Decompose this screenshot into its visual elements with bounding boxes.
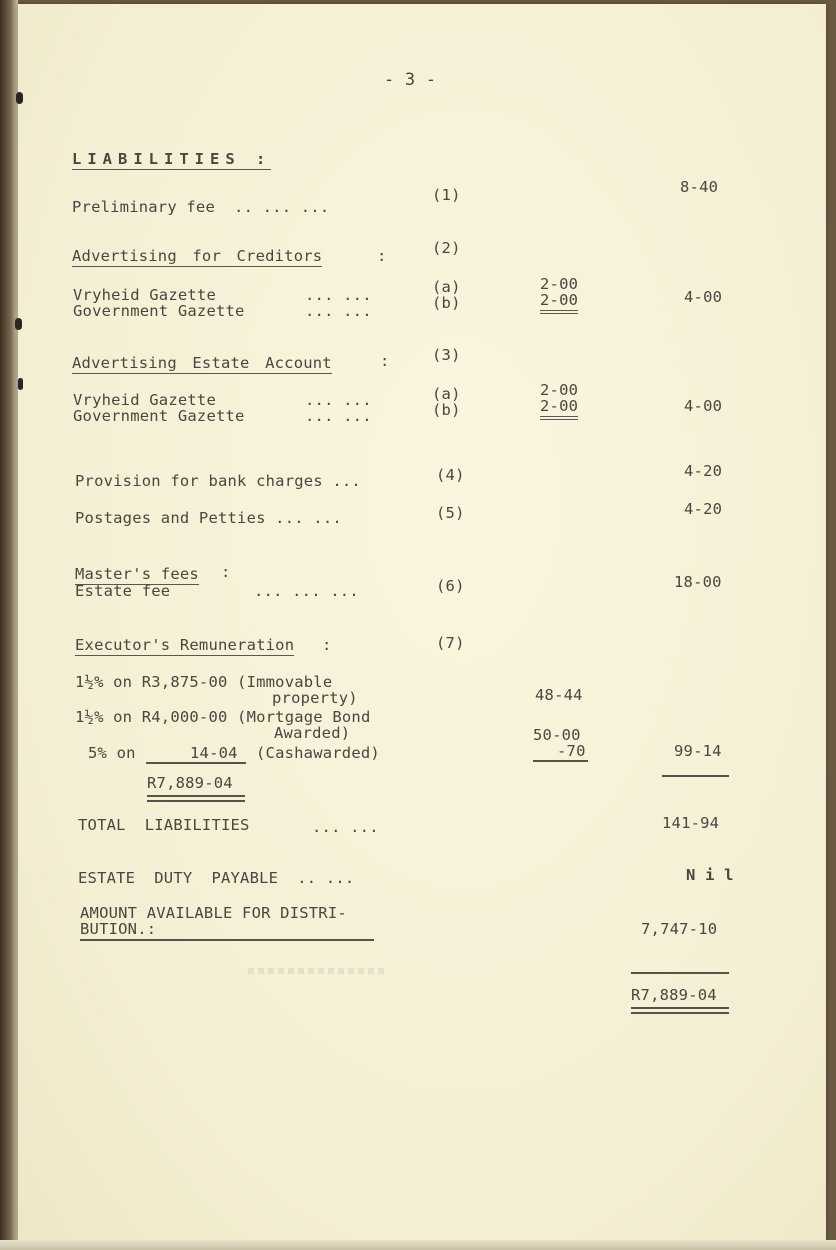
advertising-creditors-heading: Advertising for Creditors bbox=[72, 247, 323, 265]
column-rule bbox=[662, 775, 729, 777]
executor-amount3-underline bbox=[533, 760, 588, 762]
executor-sum-double-rule bbox=[147, 795, 245, 802]
page-bottom-edge bbox=[0, 1240, 836, 1250]
executor-amount3: -70 bbox=[557, 742, 586, 760]
estate-line-sub: (b) bbox=[432, 401, 461, 419]
preliminary-fee-total: 8-40 bbox=[680, 178, 719, 196]
masters-fees-heading: Master's fees bbox=[75, 565, 199, 583]
estate-line-label: Government Gazette bbox=[73, 407, 245, 425]
estate-line-amount: 2-00 bbox=[540, 381, 579, 399]
executor-line2-cont: Awarded) bbox=[274, 724, 351, 742]
estate-line-amount: 2-00 bbox=[540, 398, 578, 420]
executor-amount2: 50-00 bbox=[533, 726, 581, 744]
faint-impression bbox=[248, 968, 388, 974]
creditors-line-dots: ... ... bbox=[305, 302, 372, 320]
amount-available-line1: AMOUNT AVAILABLE FOR DISTRI- bbox=[80, 904, 347, 922]
estate-line-dots: ... ... bbox=[305, 391, 372, 409]
grand-total: R7,889-04 bbox=[631, 986, 717, 1004]
grand-total-top-rule bbox=[631, 972, 729, 974]
postages-ref: (5) bbox=[436, 504, 465, 522]
advertising-estate-colon: : bbox=[380, 352, 390, 370]
creditors-line-dots: ... ... bbox=[305, 286, 372, 304]
bank-charges-ref: (4) bbox=[436, 466, 465, 484]
masters-fees-ref: (6) bbox=[436, 577, 465, 595]
executor-line2: 1½% on R4,000-00 (Mortgage Bond bbox=[75, 708, 371, 726]
advertising-estate-total: 4-00 bbox=[684, 397, 723, 415]
advertising-creditors-total: 4-00 bbox=[684, 288, 723, 306]
executor-line1-cont: property) bbox=[272, 689, 358, 707]
preliminary-fee-ref: (1) bbox=[432, 186, 461, 204]
amount-available-underline bbox=[80, 939, 374, 941]
estate-line-sub: (a) bbox=[432, 385, 461, 403]
estate-fee-label: Estate fee bbox=[75, 582, 171, 600]
masters-fees-colon: : bbox=[221, 563, 231, 581]
advertising-creditors-ref: (2) bbox=[432, 239, 461, 257]
executor-line3-pct: 5% on bbox=[88, 744, 136, 762]
estate-duty-amount: N i l bbox=[686, 866, 734, 884]
executor-ref: (7) bbox=[436, 634, 465, 652]
total-liabilities-dots: ... ... bbox=[312, 818, 379, 836]
executor-total: 99-14 bbox=[674, 742, 722, 760]
amount-available-total: 7,747-10 bbox=[641, 920, 718, 938]
executor-line3-value: 14-04 bbox=[190, 744, 238, 762]
total-liabilities-amount: 141-94 bbox=[662, 814, 720, 832]
creditors-line-sub: (a) bbox=[432, 278, 461, 296]
grand-total-double-rule bbox=[631, 1007, 729, 1014]
creditors-line-amount: 2-00 bbox=[540, 275, 579, 293]
executor-heading: Executor's Remuneration bbox=[75, 636, 295, 654]
executor-line3-underline bbox=[146, 762, 246, 764]
executor-colon: : bbox=[322, 636, 332, 654]
advertising-creditors-colon: : bbox=[377, 247, 387, 265]
executor-sum: R7,889-04 bbox=[147, 774, 233, 792]
estate-duty-label: ESTATE DUTY PAYABLE .. ... bbox=[78, 869, 355, 887]
creditors-line-amount: 2-00 bbox=[540, 292, 578, 314]
punch-hole-mark bbox=[16, 92, 23, 104]
liabilities-heading: LIABILITIES : bbox=[72, 150, 272, 168]
punch-hole-mark bbox=[15, 318, 22, 330]
executor-amount1: 48-44 bbox=[535, 686, 583, 704]
creditors-line-sub: (b) bbox=[432, 294, 461, 312]
amount-available-line2: BUTION.: bbox=[80, 920, 157, 938]
masters-fees-total: 18-00 bbox=[674, 573, 722, 591]
estate-fee-dots: ... ... ... bbox=[254, 582, 359, 600]
postages-total: 4-20 bbox=[684, 500, 723, 518]
total-liabilities-label: TOTAL LIABILITIES bbox=[78, 816, 250, 834]
punch-hole-mark bbox=[18, 378, 23, 390]
postages-label: Postages and Petties ... ... bbox=[75, 509, 342, 527]
page-number: - 3 - bbox=[384, 70, 437, 90]
bank-charges-total: 4-20 bbox=[684, 462, 723, 480]
executor-line1: 1½% on R3,875-00 (Immovable bbox=[75, 673, 333, 691]
creditors-line-label: Government Gazette bbox=[73, 302, 245, 320]
page-binding-edge bbox=[0, 0, 18, 1250]
executor-line3-note: (Cashawarded) bbox=[256, 744, 380, 762]
advertising-estate-heading: Advertising Estate Account bbox=[72, 354, 332, 372]
estate-line-dots: ... ... bbox=[305, 407, 372, 425]
estate-line-label: Vryheid Gazette bbox=[73, 391, 216, 409]
advertising-estate-ref: (3) bbox=[432, 346, 461, 364]
creditors-line-label: Vryheid Gazette bbox=[73, 286, 216, 304]
bank-charges-label: Provision for bank charges ... bbox=[75, 472, 361, 490]
preliminary-fee-label: Preliminary fee .. ... ... bbox=[72, 198, 330, 216]
